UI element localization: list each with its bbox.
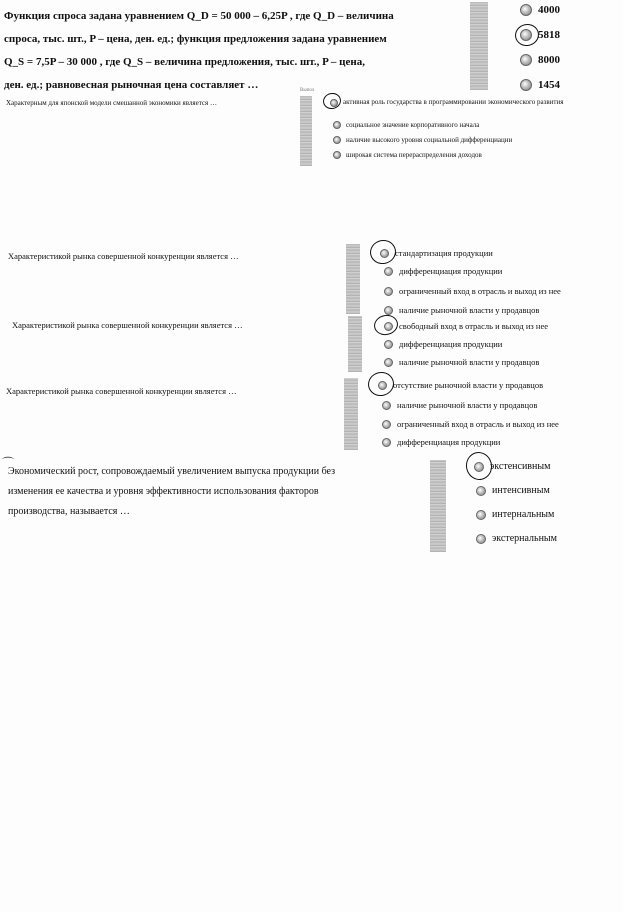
radio-icon[interactable]: [384, 340, 393, 349]
question-1-line-1: Функция спроса задана уравнением Q_D = 50 000 – 6,25P , где Q_D – величина: [4, 10, 394, 22]
q4-option-2[interactable]: дифференциация продукции: [384, 339, 502, 349]
radio-icon[interactable]: [333, 136, 341, 144]
radio-icon[interactable]: [384, 358, 393, 367]
q3-option-1[interactable]: стандартизация продукции: [380, 248, 493, 258]
q1-option-1[interactable]: 4000: [520, 4, 560, 16]
question-6-line-2: изменения ее качества и уровня эффективности использования факторов: [8, 486, 319, 497]
q2-option-4[interactable]: широкая система перераспределения доходов: [333, 151, 482, 159]
radio-icon[interactable]: [476, 510, 486, 520]
q2-option-3[interactable]: наличие высокого уровня социальной дифференциации: [333, 136, 512, 144]
q2-option-1[interactable]: активная роль государства в программировании экономического развития: [330, 98, 580, 107]
q1-option-2[interactable]: 5818: [520, 29, 560, 41]
scroll-bar-decoration: [348, 316, 362, 372]
bar-label: Выпол: [300, 88, 315, 93]
q6-option-3[interactable]: интернальным: [476, 509, 554, 520]
pen-circle-mark: [463, 450, 494, 483]
question-1-text: [4, 5, 464, 97]
radio-icon[interactable]: [333, 151, 341, 159]
q4-option-3[interactable]: наличие рыночной власти у продавцов: [384, 357, 539, 367]
radio-icon[interactable]: [384, 267, 393, 276]
pen-stroke-mark: ⌒: [2, 456, 15, 470]
question-1-line-3: Q_S = 7,5P – 30 000 , где Q_S – величина предложения, тыс. шт., P – цена,: [4, 56, 365, 68]
question-5-text: Характеристикой рынка совершенной конкуренции является …: [6, 386, 237, 396]
q5-option-2[interactable]: наличие рыночной власти у продавцов: [382, 400, 537, 410]
question-1-line-4: ден. ед.; равновесная рыночная цена составляет …: [4, 79, 259, 91]
q1-option-4[interactable]: 1454: [520, 79, 560, 91]
scroll-bar-decoration: [430, 460, 446, 552]
q5-option-1[interactable]: отсутствие рыночной власти у продавцов: [378, 380, 543, 390]
question-6-text: [8, 462, 408, 522]
radio-icon[interactable]: [476, 534, 486, 544]
pen-circle-mark: [372, 313, 400, 338]
scroll-bar-decoration: [344, 378, 358, 450]
q6-option-1[interactable]: экстенсивным: [474, 461, 550, 472]
pen-circle-mark: [368, 238, 398, 267]
question-3-text: Характеристикой рынка совершенной конкуренции является …: [8, 251, 239, 261]
radio-icon[interactable]: [384, 306, 393, 315]
q3-option-2[interactable]: дифференциация продукции: [384, 266, 502, 276]
radio-icon[interactable]: [520, 54, 532, 66]
radio-icon[interactable]: [520, 79, 532, 91]
radio-icon[interactable]: [382, 438, 391, 447]
q5-option-3[interactable]: ограниченный вход в отрасль и выход из нее: [382, 419, 559, 429]
q3-option-3[interactable]: ограниченный вход в отрасль и выход из нее: [384, 286, 561, 296]
q6-option-2[interactable]: интенсивным: [476, 485, 550, 496]
radio-icon[interactable]: [476, 486, 486, 496]
radio-icon[interactable]: [384, 287, 393, 296]
scroll-bar-decoration: [346, 244, 360, 314]
question-6-line-3: производства, называется …: [8, 506, 130, 517]
q3-option-4[interactable]: наличие рыночной власти у продавцов: [384, 305, 539, 315]
q4-option-1[interactable]: свободный вход в отрасль и выход из нее: [384, 321, 548, 331]
radio-icon[interactable]: [333, 121, 341, 129]
scroll-bar-decoration: [300, 96, 312, 166]
q6-option-4[interactable]: экстернальным: [476, 533, 557, 544]
radio-icon[interactable]: [520, 4, 532, 16]
q2-option-2[interactable]: социальное значение корпоративного начала: [333, 121, 479, 129]
scroll-bar-decoration: [470, 2, 488, 90]
question-6-line-1: Экономический рост, сопровождаемый увеличением выпуска продукции без: [8, 466, 336, 477]
q1-option-3[interactable]: 8000: [520, 54, 560, 66]
question-1-line-2: спроса, тыс. шт., P – цена, ден. ед.; функция предложения задана уравнением: [4, 33, 387, 45]
q5-option-4[interactable]: дифференциация продукции: [382, 437, 500, 447]
radio-icon[interactable]: [382, 401, 391, 410]
radio-icon[interactable]: [382, 420, 391, 429]
pen-circle-mark: [513, 22, 541, 49]
question-4-text: Характеристикой рынка совершенной конкуренции является …: [12, 320, 243, 330]
pen-circle-mark: [366, 370, 396, 399]
question-2-text: Характерным для японской модели смешанной экономики является …: [6, 99, 217, 107]
